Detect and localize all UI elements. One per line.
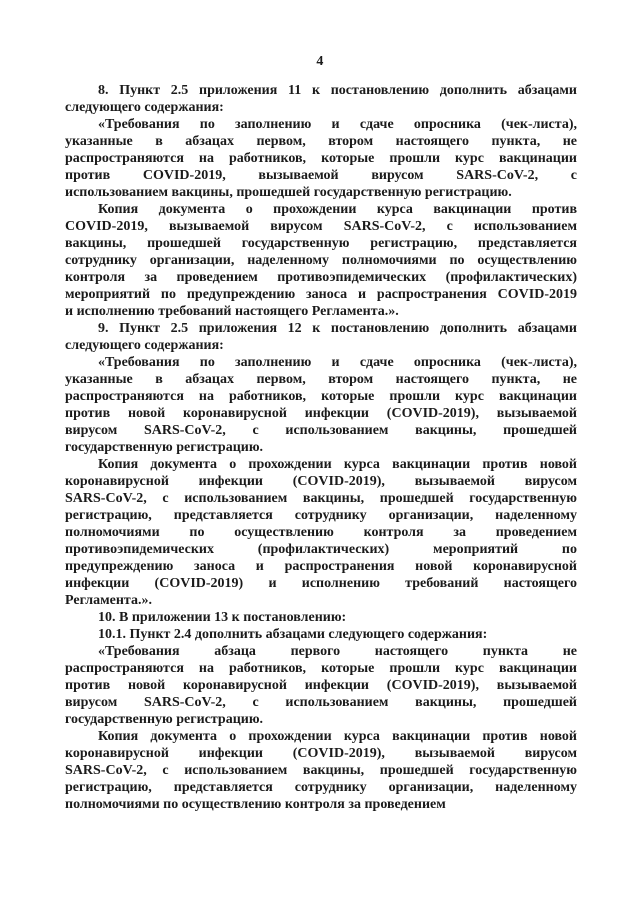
text-line: распространяются на работников, которые прошли курс вакцинации <box>65 661 577 676</box>
text-line: противоэпидемических (профилактических) мероприятий по <box>65 542 577 557</box>
text-line: вакцины, прошедшей государственную регистрацию, представляется <box>65 236 577 251</box>
paragraph <box>65 320 577 354</box>
text-line: против COVID-2019, вызываемой вирусом SARS-CoV-2, с <box>65 168 577 183</box>
text-line: COVID-2019, вызываемой вирусом SARS-CoV-2, с использованием <box>65 219 577 234</box>
paragraph <box>65 728 577 813</box>
text-line: указанные в абзацах первом, втором настоящего пункта, не <box>65 134 577 149</box>
paragraph <box>65 643 577 728</box>
text-line: следующего содержания: <box>65 338 224 353</box>
text-line: контроля за проведением противоэпидемических (профилактических) <box>65 270 577 285</box>
paragraph <box>65 609 577 626</box>
text-line: регистрацию, представляется сотруднику организации, наделенному <box>65 780 577 795</box>
text-line: Копия документа о прохождении курса вакцинации против новой <box>98 729 577 744</box>
text-line: «Требования абзаца первого настоящего пункта не <box>98 644 577 659</box>
text-line: вирусом SARS-CoV-2, с использованием вакцины, прошедшей <box>65 423 577 438</box>
paragraph <box>65 354 577 456</box>
text-line: 9. Пункт 2.5 приложения 12 к постановлению дополнить абзацами <box>98 321 577 336</box>
text-line: использованием вакцины, прошедшей государственную регистрацию. <box>65 185 512 200</box>
paragraph <box>65 82 577 116</box>
document-body <box>65 82 577 813</box>
text-line: инфекции (COVID-2019) и исполнению требований настоящего <box>65 576 577 591</box>
text-line: регистрацию, представляется сотруднику организации, наделенному <box>65 508 577 523</box>
text-line: предупреждению заноса и распространения новой коронавирусной <box>65 559 577 574</box>
text-line: распространяются на работников, которые прошли курс вакцинации <box>65 389 577 404</box>
paragraph <box>65 116 577 201</box>
text-line: 10. В приложении 13 к постановлению: <box>98 610 347 625</box>
text-line: распространяются на работников, которые прошли курс вакцинации <box>65 151 577 166</box>
paragraph <box>65 626 577 643</box>
text-line: государственную регистрацию. <box>65 712 264 727</box>
text-line: коронавирусной инфекции (COVID-2019), вызываемой вирусом <box>65 474 577 489</box>
text-line: сотруднику организации, наделенному полномочиями по осуществлению <box>65 253 577 268</box>
text-line: «Требования по заполнению и сдаче опросника (чек-листа), <box>98 117 577 132</box>
text-line: мероприятий по предупреждению заноса и распространения COVID-2019 <box>65 287 577 302</box>
text-line: Регламента.». <box>65 593 152 608</box>
text-line: коронавирусной инфекции (COVID-2019), вызываемой вирусом <box>65 746 577 761</box>
text-line: 10.1. Пункт 2.4 дополнить абзацами следующего содержания: <box>98 627 488 642</box>
text-line: «Требования по заполнению и сдаче опросника (чек-листа), <box>98 355 577 370</box>
text-line: 8. Пункт 2.5 приложения 11 к постановлению дополнить абзацами <box>98 83 577 98</box>
text-line: Копия документа о прохождении курса вакцинации против <box>98 202 577 217</box>
text-line: против новой коронавирусной инфекции (COVID-2019), вызываемой <box>65 678 577 693</box>
text-line: и исполнению требований настоящего Регламента.». <box>65 304 399 319</box>
text-line: государственную регистрацию. <box>65 440 264 455</box>
text-line: SARS-CoV-2, с использованием вакцины, прошедшей государственную <box>65 763 577 778</box>
text-line: полномочиями по осуществлению контроля за проведением <box>65 797 446 812</box>
page-number: 4 <box>316 54 324 69</box>
paragraph <box>65 201 577 320</box>
text-line: SARS-CoV-2, с использованием вакцины, прошедшей государственную <box>65 491 577 506</box>
paragraph <box>65 456 577 609</box>
text-line: вирусом SARS-CoV-2, с использованием вакцины, прошедшей <box>65 695 577 710</box>
text-line: против новой коронавирусной инфекции (COVID-2019), вызываемой <box>65 406 577 421</box>
text-line: указанные в абзацах первом, втором настоящего пункта, не <box>65 372 577 387</box>
text-line: полномочиями по осуществлению контроля за проведением <box>65 525 577 540</box>
text-line: Копия документа о прохождении курса вакцинации против новой <box>98 457 577 472</box>
text-line: следующего содержания: <box>65 100 224 115</box>
